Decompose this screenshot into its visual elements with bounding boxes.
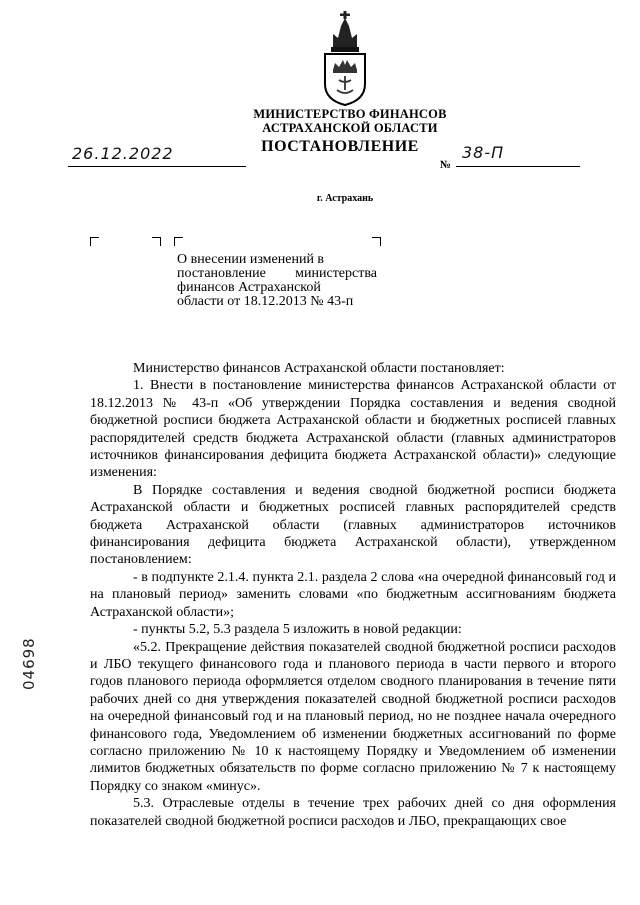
registration-stamp: 04698 xyxy=(20,637,38,690)
number-sign: № xyxy=(440,159,452,171)
document-subject xyxy=(177,253,377,309)
number-underline xyxy=(456,166,580,167)
date-underline xyxy=(68,166,246,167)
document-body xyxy=(90,360,616,830)
corner-bracket-right xyxy=(372,237,381,246)
subject-line: постановление министерства xyxy=(177,266,377,281)
body-paragraph: В Порядке составления и ведения сводной бюджетной росписи бюджета Астраханской области и бюджетных росписей главных распорядителей средств бюджета Астраханской области (главных администраторов источников финансирования дефицита бюджета Астраханской области), утвержденном постановлением: xyxy=(90,482,616,568)
subject-line: финансов Астраханской xyxy=(177,280,321,295)
corner-bracket-mid-right xyxy=(152,237,161,246)
ministry-name-line1: МИНИСТЕРСТВО ФИНАНСОВ xyxy=(253,107,447,121)
body-paragraph: 1. Внести в постановление министерства финансов Астраханской области от 18.12.2013 № 43-п «Об утверждении Порядка составления и ведения сводной бюджетной росписи бюджета Астраханской области и бюджетных росписей главных распорядителей средств бюджета Астраханской области (главных администраторов источников финансирования дефицита бюджета Астраханской области)» следующие изменения: xyxy=(90,378,616,481)
subject-line: О внесении изменений в xyxy=(177,252,325,267)
subject-line: области от 18.12.2013 № 43-п xyxy=(177,294,354,309)
body-paragraph: «5.2. Прекращение действия показателей сводной бюджетной росписи расходов и ЛБО текущего финансового года и планового периода в части первого и второго годов планового периода оформляется отделом сводного планирования в течение пяти рабочих дней со дня утверждения показателей сводной бюджетной росписи расходов на очередной финансовый год и на плановый период, но не позднее начала очередного финансового года, Уведомлением об изменении бюджетных ассигнований по форме согласно приложению № 10 к настоящему Порядку и Уведомлением об изменении лимитов бюджетных обязательств по форме согласно приложению № 7 к настоящему Порядку со знаком «минус». xyxy=(90,639,616,794)
document-type: ПОСТАНОВЛЕНИЕ xyxy=(261,138,419,155)
corner-bracket-mid-left xyxy=(174,237,183,246)
city-line: г. Астрахань xyxy=(316,193,374,204)
handwritten-number: 38-П xyxy=(462,143,505,162)
body-paragraph: - в подпункте 2.1.4. пункта 2.1. раздела 2 слова «на очередной финансовый год и на плановый период» заменить словами «по бюджетным ассигнованиям бюджета Астраханской области»; xyxy=(90,569,616,620)
body-paragraph: - пункты 5.2, 5.3 раздела 5 изложить в новой редакции: xyxy=(133,622,462,638)
ministry-name-line2: АСТРАХАНСКОЙ ОБЛАСТИ xyxy=(262,121,438,135)
handwritten-date: 26.12.2022 xyxy=(72,144,174,163)
body-paragraph: Министерство финансов Астраханской области постановляет: xyxy=(133,361,505,376)
body-paragraph: 5.3. Отраслевые отделы в течение трех рабочих дней со дня оформления показателей сводной бюджетной росписи расходов и ЛБО, прекращающих свое xyxy=(90,796,616,829)
corner-bracket-left xyxy=(90,237,99,246)
coat-of-arms-icon xyxy=(319,10,371,106)
